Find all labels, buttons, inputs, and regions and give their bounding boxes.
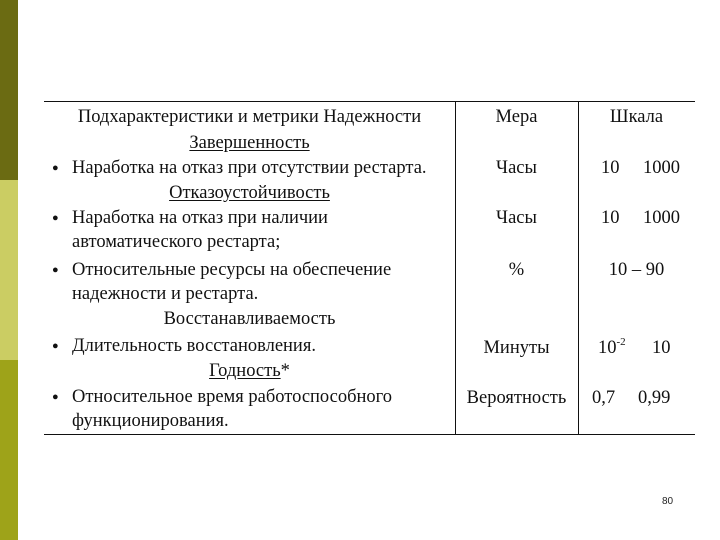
section-heading-availability: Годность* <box>209 361 290 381</box>
measure-minutes: Минуты <box>483 338 550 358</box>
metric-recovery-duration: Длительность восстановления. <box>72 336 316 356</box>
measure-percent: % <box>508 260 525 280</box>
measure-hours: Часы <box>496 208 537 228</box>
metric-mtbf-restart-line1: Наработка на отказ при наличии <box>72 208 328 228</box>
scale-range: $10^{-2}$ 10 <box>598 336 671 358</box>
measure-probability: Вероятность <box>466 388 567 408</box>
measure-hours: Часы <box>496 158 537 178</box>
header-metrics: Подхарактеристики и метрики Надежности <box>77 107 422 127</box>
scale-range: 10 1000 <box>601 158 680 178</box>
bullet-dot-icon: ● <box>52 162 59 174</box>
metric-relative-resources-line1: Относительные ресурсы на обеспечение <box>72 260 392 280</box>
section-heading-recoverability: Восстанавливаемость <box>163 309 336 329</box>
section-heading-maturity: Завершенность <box>189 133 310 153</box>
reliability-metrics-table <box>44 101 695 435</box>
header-scale: Шкала <box>609 107 664 127</box>
decor-strip-bottom <box>0 360 18 540</box>
page-number: 80 <box>662 496 674 507</box>
bullet-dot-icon: ● <box>52 391 59 403</box>
decor-strip-top <box>0 0 18 180</box>
bullet-dot-icon: ● <box>52 340 59 352</box>
decor-strip-middle <box>0 180 18 360</box>
bullet-dot-icon: ● <box>52 264 59 276</box>
metric-relative-uptime-line2: функционирования. <box>72 411 229 431</box>
metric-mtbf-no-restart: Наработка на отказ при отсутствии рестарта. <box>72 158 427 178</box>
metric-relative-uptime-line1: Относительное время работоспособного <box>72 387 393 407</box>
header-measure: Мера <box>495 107 538 127</box>
bullet-dot-icon: ● <box>52 212 59 224</box>
scale-range: 0,7 0,99 <box>592 388 671 408</box>
metric-mtbf-restart-line2: автоматического рестарта; <box>72 232 281 252</box>
scale-range: 10 – 90 <box>608 260 665 280</box>
section-heading-fault-tolerance: Отказоустойчивость <box>169 183 330 203</box>
scale-range: 10 1000 <box>601 208 680 228</box>
metric-relative-resources-line2: надежности и рестарта. <box>72 284 259 304</box>
